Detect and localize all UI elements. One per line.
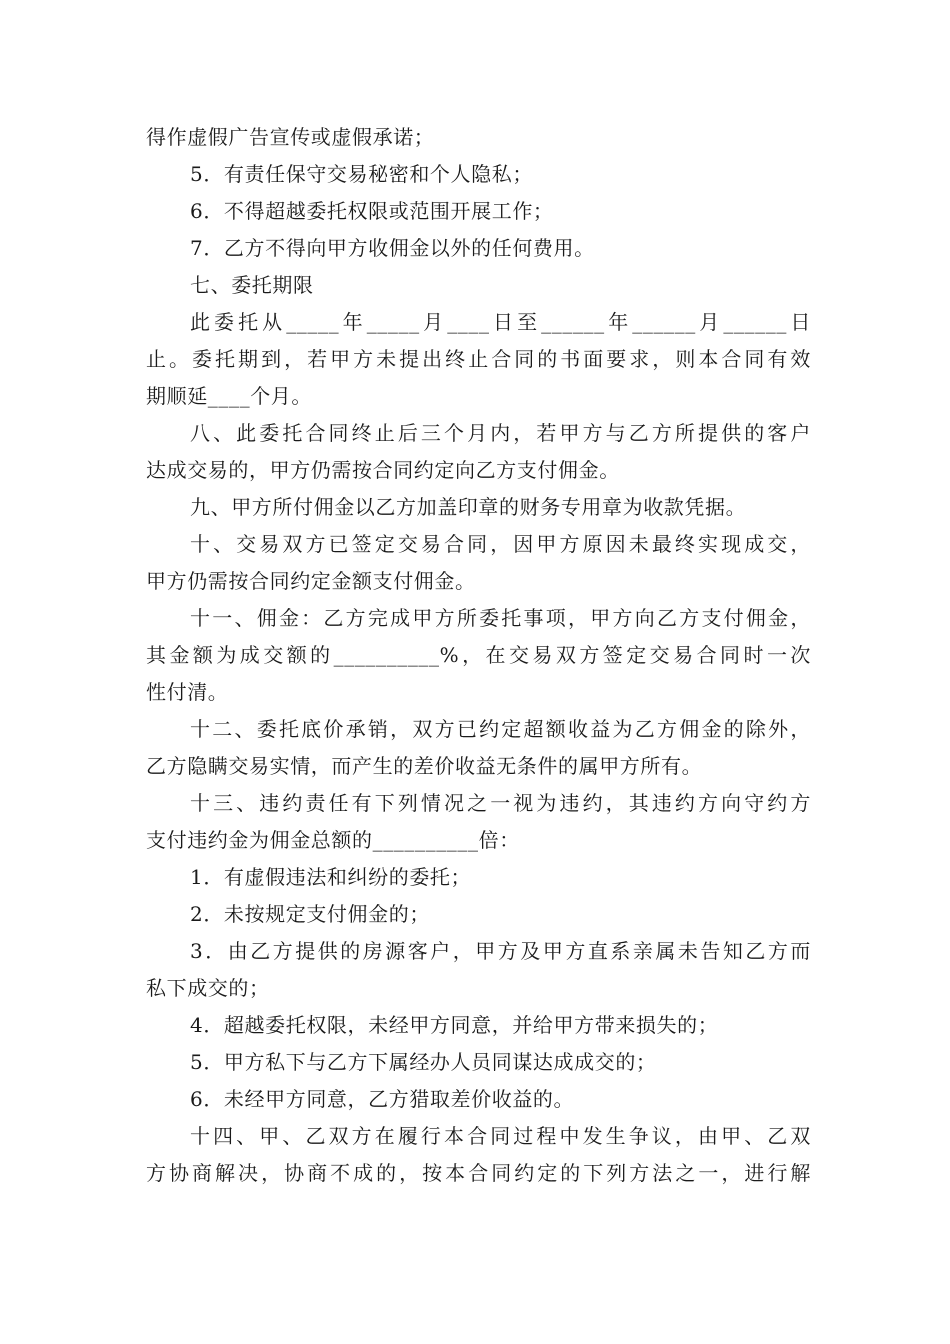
text-line-28: 十四、甲、乙双方在履行本合同过程中发生争议，由甲、乙双 bbox=[190, 1124, 811, 1148]
text-line-20: 支付违约金为佣金总额的__________倍： bbox=[146, 828, 520, 852]
text-line-18: 乙方隐瞒交易实情，而产生的差价收益无条件的属甲方所有。 bbox=[146, 754, 703, 778]
text-line-11: 九、甲方所付佣金以乙方加盖印章的财务专用章为收款凭据。 bbox=[190, 495, 747, 519]
text-line-3: 6．不得超越委托权限或范围开展工作； bbox=[190, 199, 554, 223]
text-line-27: 6．未经甲方同意，乙方猎取差价收益的。 bbox=[190, 1087, 575, 1111]
text-line-16: 性付清。 bbox=[146, 680, 229, 704]
text-line-2: 5．有责任保守交易秘密和个人隐私； bbox=[190, 162, 533, 186]
text-line-24: 私下成交的； bbox=[146, 976, 270, 1000]
contract-body bbox=[146, 119, 811, 1192]
text-line-26: 5．甲方私下与乙方下属经办人员同谋达成成交的； bbox=[190, 1050, 657, 1074]
text-line-17: 十二、委托底价承销，双方已约定超额收益为乙方佣金的除外， bbox=[190, 717, 811, 741]
text-line-1: 得作虚假广告宣传或虚假承诺； bbox=[146, 125, 435, 149]
text-line-13: 甲方仍需按合同约定金额支付佣金。 bbox=[146, 569, 476, 593]
text-line-10: 达成交易的，甲方仍需按合同约定向乙方支付佣金。 bbox=[146, 458, 620, 482]
text-line-6: 此委托从_____年_____月____日至______年______月______日 bbox=[190, 310, 811, 334]
text-line-14: 十一、佣金：乙方完成甲方所委托事项，甲方向乙方支付佣金， bbox=[190, 606, 811, 630]
text-line-4: 7．乙方不得向甲方收佣金以外的任何费用。 bbox=[190, 236, 595, 260]
text-line-19: 十三、违约责任有下列情况之一视为违约，其违约方向守约方 bbox=[190, 791, 811, 815]
text-line-9: 八、此委托合同终止后三个月内，若甲方与乙方所提供的客户 bbox=[190, 421, 811, 445]
text-line-15: 其金额为成交额的__________%，在交易双方签定交易合同时一次 bbox=[146, 643, 811, 667]
text-line-21: 1．有虚假违法和纠纷的委托； bbox=[190, 865, 472, 889]
text-line-7: 止。委托期到，若甲方未提出终止合同的书面要求，则本合同有效 bbox=[146, 347, 811, 371]
text-line-23: 3．由乙方提供的房源客户，甲方及甲方直系亲属未告知乙方而 bbox=[190, 939, 811, 963]
text-line-22: 2．未按规定支付佣金的； bbox=[190, 902, 430, 926]
text-line-25: 4．超越委托权限，未经甲方同意，并给甲方带来损失的； bbox=[190, 1013, 719, 1037]
section-heading-7: 七、委托期限 bbox=[190, 273, 314, 297]
text-line-29: 方协商解决，协商不成的，按本合同约定的下列方法之一，进行解 bbox=[146, 1161, 811, 1185]
text-line-8: 期顺延____个月。 bbox=[146, 384, 312, 408]
text-line-12: 十、交易双方已签定交易合同，因甲方原因未最终实现成交， bbox=[190, 532, 811, 556]
